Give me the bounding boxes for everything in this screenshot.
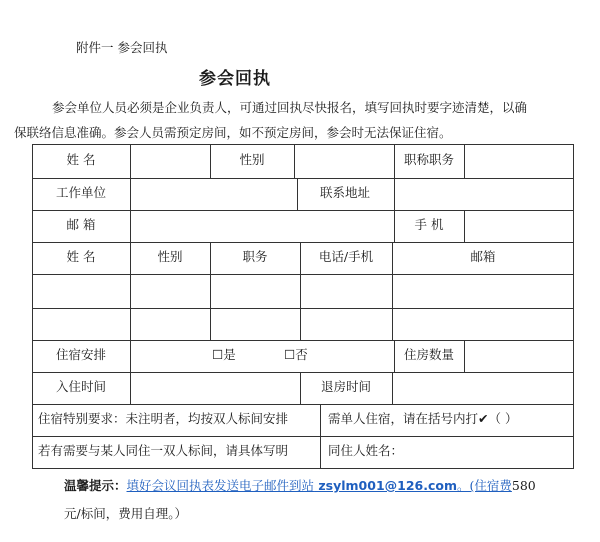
lodging-yes-checkbox[interactable]: ☐是 <box>212 347 236 362</box>
col-position-header: 职务 <box>242 249 268 264</box>
company-input-cell[interactable] <box>131 179 296 209</box>
form-rule <box>32 274 574 275</box>
tip-line <box>64 476 536 494</box>
page-title: 参会回执 <box>199 69 271 89</box>
form-rule <box>32 468 574 469</box>
mobile-input-cell[interactable] <box>465 211 572 241</box>
form-rule <box>300 242 301 340</box>
checkin-label: 入住时间 <box>55 379 107 394</box>
form-rule <box>394 210 395 242</box>
col-gender-header: 性别 <box>157 249 183 264</box>
gender-label: 性别 <box>239 152 265 167</box>
email-input-cell[interactable] <box>131 211 393 241</box>
fee-note: 元/标间，费用自理。） <box>64 506 187 521</box>
job-title-input-cell[interactable] <box>465 145 572 177</box>
gender-input-cell[interactable] <box>295 145 393 177</box>
form-rule <box>392 242 393 340</box>
tip-label: 温馨提示： <box>64 478 127 493</box>
registration-form <box>32 144 574 468</box>
form-rule <box>32 404 574 405</box>
job-title-label: 职称职务 <box>403 152 455 167</box>
form-rule <box>464 340 465 372</box>
form-rule <box>32 436 574 437</box>
name-label: 姓 名 <box>66 152 96 167</box>
fee-amount: 580 <box>511 478 536 493</box>
form-rule <box>300 372 301 404</box>
single-room-note: 需单人住宿，请在括号内打✔（ ） <box>328 411 518 426</box>
attachment-label: 附件一 参会回执 <box>76 40 168 55</box>
form-rule <box>392 372 393 404</box>
mobile-label: 手 机 <box>414 217 444 232</box>
col-name-header: 姓 名 <box>66 249 96 264</box>
form-rule <box>32 242 574 243</box>
form-rule <box>32 308 574 309</box>
roommate-name-label: 同住人姓名： <box>328 443 404 458</box>
form-rule <box>130 372 131 404</box>
special-request-note: 住宿特别要求：未注明者，均按双人标间安排 <box>38 411 289 426</box>
form-rule <box>32 144 33 469</box>
form-rule <box>394 340 395 372</box>
share-room-note: 若有需要与某人同住一双人标间，请具体写明 <box>38 443 289 458</box>
intro-line-2: 保联络信息准确。参会人员需预定房间，如不预定房间，参会时无法保证住宿。 <box>14 125 452 140</box>
name-input-cell[interactable] <box>131 145 209 177</box>
lodging-label: 住宿安排 <box>55 347 107 362</box>
email-label: 邮 箱 <box>66 217 96 232</box>
intro-line-1: 参会单位人员必须是企业负责人，可通过回执尽快报名，填写回执时要字迹清楚，以确 <box>52 100 528 115</box>
form-rule <box>210 242 211 340</box>
lodging-no-checkbox[interactable]: ☐否 <box>284 347 308 362</box>
form-rule <box>210 144 211 178</box>
form-rule <box>130 242 131 340</box>
form-rule <box>297 178 298 210</box>
company-label: 工作单位 <box>55 185 107 200</box>
address-input-cell[interactable] <box>395 179 572 209</box>
fee-prefix: 。(住宿费 <box>457 478 512 493</box>
col-phone-header: 电话/手机 <box>318 249 374 264</box>
room-count-label: 住房数量 <box>403 347 455 362</box>
tip-link-text: 填好会议回执表发送电子邮件到站 <box>126 478 315 493</box>
form-rule <box>573 144 574 469</box>
col-email-header: 邮箱 <box>470 249 496 264</box>
form-rule <box>320 404 321 468</box>
form-rule <box>130 340 131 372</box>
address-label: 联系地址 <box>319 185 371 200</box>
form-rule <box>32 340 574 341</box>
tip-link[interactable] <box>127 478 512 493</box>
form-rule <box>32 372 574 373</box>
checkout-label: 退房时间 <box>320 379 372 394</box>
form-rule <box>394 144 395 178</box>
contact-email: zsylm001@126.com <box>314 478 458 493</box>
